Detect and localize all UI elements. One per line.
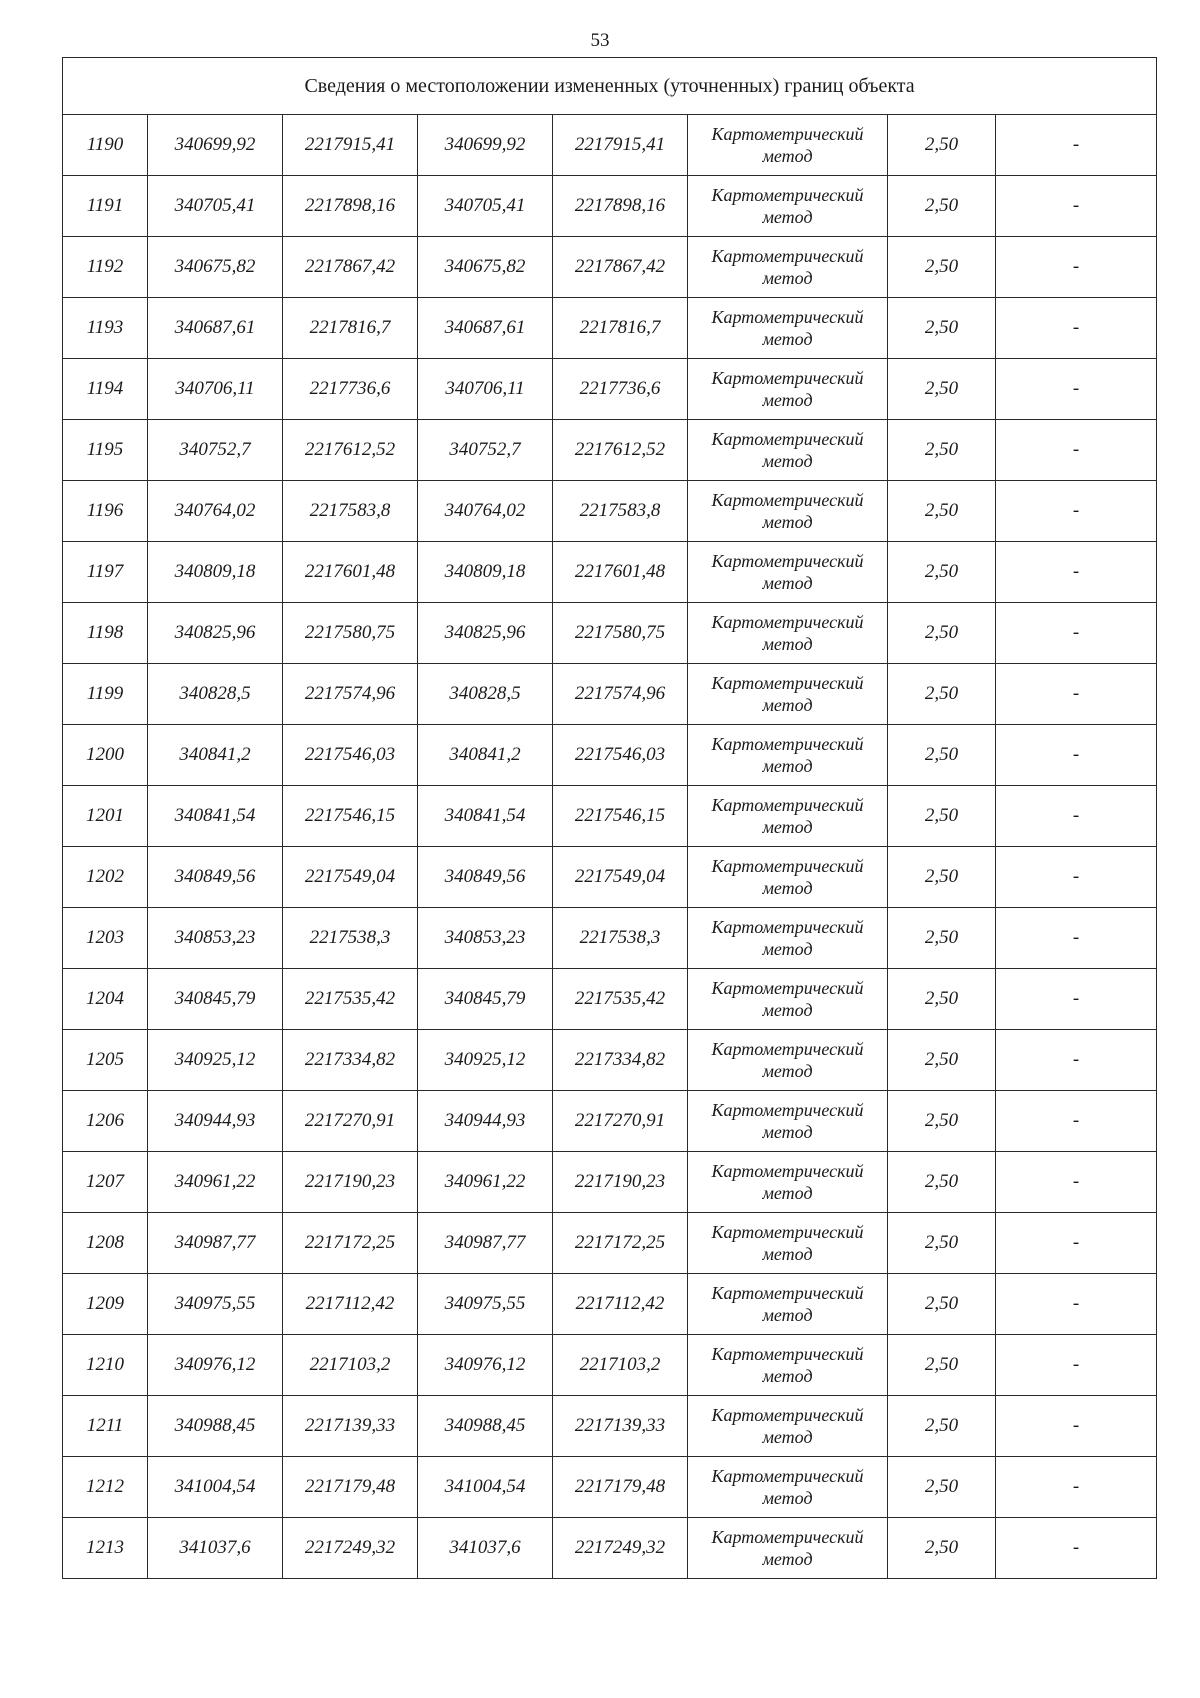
accuracy-cell: 2,50 xyxy=(888,1396,996,1457)
point-number-cell: 1199 xyxy=(63,664,148,725)
table-row xyxy=(63,908,1157,969)
accuracy-cell: 2,50 xyxy=(888,1335,996,1396)
x-refined-cell: 340845,79 xyxy=(418,969,553,1030)
description-cell: - xyxy=(996,1518,1157,1579)
y-refined-cell: 2217334,82 xyxy=(553,1030,688,1091)
y-existing-cell: 2217546,15 xyxy=(283,786,418,847)
x-refined-cell: 340841,2 xyxy=(418,725,553,786)
y-refined-cell: 2217538,3 xyxy=(553,908,688,969)
x-refined-cell: 340975,55 xyxy=(418,1274,553,1335)
description-cell: - xyxy=(996,1091,1157,1152)
point-number-cell: 1200 xyxy=(63,725,148,786)
x-refined-cell: 340849,56 xyxy=(418,847,553,908)
x-existing-cell: 340828,5 xyxy=(148,664,283,725)
accuracy-cell: 2,50 xyxy=(888,359,996,420)
description-cell: - xyxy=(996,1335,1157,1396)
point-number-cell: 1190 xyxy=(63,115,148,176)
method-cell: Картометрический метод xyxy=(688,786,888,847)
description-cell: - xyxy=(996,664,1157,725)
description-cell: - xyxy=(996,847,1157,908)
point-number-cell: 1193 xyxy=(63,298,148,359)
x-existing-cell: 340809,18 xyxy=(148,542,283,603)
y-refined-cell: 2217546,03 xyxy=(553,725,688,786)
method-cell: Картометрический метод xyxy=(688,847,888,908)
x-refined-cell: 340706,11 xyxy=(418,359,553,420)
table-row xyxy=(63,603,1157,664)
table-row xyxy=(63,847,1157,908)
y-existing-cell: 2217103,2 xyxy=(283,1335,418,1396)
accuracy-cell: 2,50 xyxy=(888,908,996,969)
description-cell: - xyxy=(996,298,1157,359)
x-existing-cell: 340706,11 xyxy=(148,359,283,420)
x-refined-cell: 340752,7 xyxy=(418,420,553,481)
x-refined-cell: 340841,54 xyxy=(418,786,553,847)
x-refined-cell: 340961,22 xyxy=(418,1152,553,1213)
page-number: 53 xyxy=(590,30,610,51)
method-cell: Картометрический метод xyxy=(688,1274,888,1335)
table-row xyxy=(63,481,1157,542)
description-cell: - xyxy=(996,908,1157,969)
y-existing-cell: 2217270,91 xyxy=(283,1091,418,1152)
point-number-cell: 1211 xyxy=(63,1396,148,1457)
y-refined-cell: 2217898,16 xyxy=(553,176,688,237)
y-existing-cell: 2217179,48 xyxy=(283,1457,418,1518)
accuracy-cell: 2,50 xyxy=(888,603,996,664)
y-refined-cell: 2217112,42 xyxy=(553,1274,688,1335)
method-cell: Картометрический метод xyxy=(688,1091,888,1152)
x-existing-cell: 340988,45 xyxy=(148,1396,283,1457)
y-refined-cell: 2217103,2 xyxy=(553,1335,688,1396)
x-refined-cell: 340987,77 xyxy=(418,1213,553,1274)
method-cell: Картометрический метод xyxy=(688,725,888,786)
point-number-cell: 1191 xyxy=(63,176,148,237)
x-existing-cell: 340699,92 xyxy=(148,115,283,176)
method-cell: Картометрический метод xyxy=(688,603,888,664)
point-number-cell: 1202 xyxy=(63,847,148,908)
point-number-cell: 1207 xyxy=(63,1152,148,1213)
method-cell: Картометрический метод xyxy=(688,1030,888,1091)
x-existing-cell: 340845,79 xyxy=(148,969,283,1030)
accuracy-cell: 2,50 xyxy=(888,786,996,847)
y-existing-cell: 2217546,03 xyxy=(283,725,418,786)
y-existing-cell: 2217612,52 xyxy=(283,420,418,481)
description-cell: - xyxy=(996,1274,1157,1335)
accuracy-cell: 2,50 xyxy=(888,420,996,481)
y-existing-cell: 2217898,16 xyxy=(283,176,418,237)
y-refined-cell: 2217190,23 xyxy=(553,1152,688,1213)
accuracy-cell: 2,50 xyxy=(888,237,996,298)
table-row xyxy=(63,176,1157,237)
table-row xyxy=(63,1030,1157,1091)
point-number-cell: 1201 xyxy=(63,786,148,847)
method-cell: Картометрический метод xyxy=(688,1457,888,1518)
y-existing-cell: 2217580,75 xyxy=(283,603,418,664)
table-row xyxy=(63,786,1157,847)
y-existing-cell: 2217249,32 xyxy=(283,1518,418,1579)
method-cell: Картометрический метод xyxy=(688,359,888,420)
y-existing-cell: 2217915,41 xyxy=(283,115,418,176)
x-existing-cell: 341004,54 xyxy=(148,1457,283,1518)
y-refined-cell: 2217546,15 xyxy=(553,786,688,847)
y-refined-cell: 2217270,91 xyxy=(553,1091,688,1152)
x-existing-cell: 340825,96 xyxy=(148,603,283,664)
y-existing-cell: 2217816,7 xyxy=(283,298,418,359)
y-refined-cell: 2217816,7 xyxy=(553,298,688,359)
x-existing-cell: 340849,56 xyxy=(148,847,283,908)
method-cell: Картометрический метод xyxy=(688,1396,888,1457)
y-existing-cell: 2217867,42 xyxy=(283,237,418,298)
description-cell: - xyxy=(996,969,1157,1030)
point-number-cell: 1213 xyxy=(63,1518,148,1579)
description-cell: - xyxy=(996,786,1157,847)
x-refined-cell: 340699,92 xyxy=(418,115,553,176)
point-number-cell: 1195 xyxy=(63,420,148,481)
x-existing-cell: 340752,7 xyxy=(148,420,283,481)
description-cell: - xyxy=(996,1152,1157,1213)
x-refined-cell: 340988,45 xyxy=(418,1396,553,1457)
accuracy-cell: 2,50 xyxy=(888,664,996,725)
y-refined-cell: 2217736,6 xyxy=(553,359,688,420)
x-existing-cell: 340925,12 xyxy=(148,1030,283,1091)
y-refined-cell: 2217249,32 xyxy=(553,1518,688,1579)
table-row xyxy=(63,1457,1157,1518)
y-existing-cell: 2217549,04 xyxy=(283,847,418,908)
description-cell: - xyxy=(996,603,1157,664)
x-existing-cell: 340975,55 xyxy=(148,1274,283,1335)
x-existing-cell: 340976,12 xyxy=(148,1335,283,1396)
description-cell: - xyxy=(996,1213,1157,1274)
table-title: Сведения о местоположении измененных (уточненных) границ объекта xyxy=(63,58,1157,115)
y-refined-cell: 2217172,25 xyxy=(553,1213,688,1274)
point-number-cell: 1208 xyxy=(63,1213,148,1274)
description-cell: - xyxy=(996,542,1157,603)
y-refined-cell: 2217549,04 xyxy=(553,847,688,908)
x-existing-cell: 340841,54 xyxy=(148,786,283,847)
description-cell: - xyxy=(996,1396,1157,1457)
accuracy-cell: 2,50 xyxy=(888,969,996,1030)
boundary-coordinates-table xyxy=(62,57,1157,1579)
x-refined-cell: 340976,12 xyxy=(418,1335,553,1396)
y-existing-cell: 2217112,42 xyxy=(283,1274,418,1335)
x-existing-cell: 341037,6 xyxy=(148,1518,283,1579)
y-refined-cell: 2217179,48 xyxy=(553,1457,688,1518)
method-cell: Картометрический метод xyxy=(688,542,888,603)
x-existing-cell: 340764,02 xyxy=(148,481,283,542)
method-cell: Картометрический метод xyxy=(688,237,888,298)
method-cell: Картометрический метод xyxy=(688,115,888,176)
point-number-cell: 1205 xyxy=(63,1030,148,1091)
y-existing-cell: 2217574,96 xyxy=(283,664,418,725)
accuracy-cell: 2,50 xyxy=(888,1457,996,1518)
x-refined-cell: 340853,23 xyxy=(418,908,553,969)
x-refined-cell: 341004,54 xyxy=(418,1457,553,1518)
table-row xyxy=(63,1091,1157,1152)
point-number-cell: 1196 xyxy=(63,481,148,542)
y-refined-cell: 2217867,42 xyxy=(553,237,688,298)
table-row xyxy=(63,237,1157,298)
accuracy-cell: 2,50 xyxy=(888,1152,996,1213)
description-cell: - xyxy=(996,176,1157,237)
method-cell: Картометрический метод xyxy=(688,969,888,1030)
accuracy-cell: 2,50 xyxy=(888,176,996,237)
point-number-cell: 1204 xyxy=(63,969,148,1030)
y-existing-cell: 2217535,42 xyxy=(283,969,418,1030)
accuracy-cell: 2,50 xyxy=(888,1274,996,1335)
x-refined-cell: 340705,41 xyxy=(418,176,553,237)
table-row xyxy=(63,1274,1157,1335)
accuracy-cell: 2,50 xyxy=(888,1518,996,1579)
y-refined-cell: 2217535,42 xyxy=(553,969,688,1030)
description-cell: - xyxy=(996,1030,1157,1091)
method-cell: Картометрический метод xyxy=(688,481,888,542)
x-refined-cell: 340675,82 xyxy=(418,237,553,298)
x-refined-cell: 340944,93 xyxy=(418,1091,553,1152)
description-cell: - xyxy=(996,725,1157,786)
accuracy-cell: 2,50 xyxy=(888,1030,996,1091)
x-refined-cell: 340687,61 xyxy=(418,298,553,359)
accuracy-cell: 2,50 xyxy=(888,542,996,603)
y-existing-cell: 2217538,3 xyxy=(283,908,418,969)
table-row xyxy=(63,359,1157,420)
point-number-cell: 1194 xyxy=(63,359,148,420)
accuracy-cell: 2,50 xyxy=(888,481,996,542)
table-row xyxy=(63,1396,1157,1457)
description-cell: - xyxy=(996,1457,1157,1518)
y-refined-cell: 2217574,96 xyxy=(553,664,688,725)
x-existing-cell: 340987,77 xyxy=(148,1213,283,1274)
y-refined-cell: 2217601,48 xyxy=(553,542,688,603)
point-number-cell: 1203 xyxy=(63,908,148,969)
x-refined-cell: 340825,96 xyxy=(418,603,553,664)
table-row xyxy=(63,1213,1157,1274)
x-existing-cell: 340841,2 xyxy=(148,725,283,786)
point-number-cell: 1212 xyxy=(63,1457,148,1518)
method-cell: Картометрический метод xyxy=(688,664,888,725)
point-number-cell: 1192 xyxy=(63,237,148,298)
x-existing-cell: 340705,41 xyxy=(148,176,283,237)
accuracy-cell: 2,50 xyxy=(888,1213,996,1274)
description-cell: - xyxy=(996,481,1157,542)
method-cell: Картометрический метод xyxy=(688,1518,888,1579)
table-row xyxy=(63,725,1157,786)
x-existing-cell: 340687,61 xyxy=(148,298,283,359)
accuracy-cell: 2,50 xyxy=(888,847,996,908)
x-existing-cell: 340675,82 xyxy=(148,237,283,298)
point-number-cell: 1206 xyxy=(63,1091,148,1152)
method-cell: Картометрический метод xyxy=(688,176,888,237)
accuracy-cell: 2,50 xyxy=(888,115,996,176)
x-refined-cell: 340925,12 xyxy=(418,1030,553,1091)
y-existing-cell: 2217601,48 xyxy=(283,542,418,603)
y-existing-cell: 2217190,23 xyxy=(283,1152,418,1213)
table-row xyxy=(63,298,1157,359)
x-refined-cell: 340764,02 xyxy=(418,481,553,542)
method-cell: Картометрический метод xyxy=(688,1152,888,1213)
x-existing-cell: 340944,93 xyxy=(148,1091,283,1152)
y-existing-cell: 2217736,6 xyxy=(283,359,418,420)
y-refined-cell: 2217583,8 xyxy=(553,481,688,542)
table-row xyxy=(63,1335,1157,1396)
method-cell: Картометрический метод xyxy=(688,298,888,359)
y-existing-cell: 2217334,82 xyxy=(283,1030,418,1091)
table-row xyxy=(63,664,1157,725)
y-refined-cell: 2217580,75 xyxy=(553,603,688,664)
x-refined-cell: 340809,18 xyxy=(418,542,553,603)
method-cell: Картометрический метод xyxy=(688,1335,888,1396)
y-existing-cell: 2217583,8 xyxy=(283,481,418,542)
accuracy-cell: 2,50 xyxy=(888,298,996,359)
table-row xyxy=(63,1518,1157,1579)
table-row xyxy=(63,420,1157,481)
x-refined-cell: 340828,5 xyxy=(418,664,553,725)
table-row xyxy=(63,1152,1157,1213)
table-row xyxy=(63,542,1157,603)
description-cell: - xyxy=(996,359,1157,420)
table-title-row xyxy=(63,58,1157,115)
description-cell: - xyxy=(996,237,1157,298)
x-existing-cell: 340961,22 xyxy=(148,1152,283,1213)
accuracy-cell: 2,50 xyxy=(888,725,996,786)
method-cell: Картометрический метод xyxy=(688,908,888,969)
method-cell: Картометрический метод xyxy=(688,1213,888,1274)
accuracy-cell: 2,50 xyxy=(888,1091,996,1152)
y-refined-cell: 2217915,41 xyxy=(553,115,688,176)
table-row xyxy=(63,969,1157,1030)
y-refined-cell: 2217139,33 xyxy=(553,1396,688,1457)
point-number-cell: 1209 xyxy=(63,1274,148,1335)
y-refined-cell: 2217612,52 xyxy=(553,420,688,481)
x-existing-cell: 340853,23 xyxy=(148,908,283,969)
description-cell: - xyxy=(996,115,1157,176)
point-number-cell: 1198 xyxy=(63,603,148,664)
y-existing-cell: 2217139,33 xyxy=(283,1396,418,1457)
table-body xyxy=(63,115,1157,1579)
point-number-cell: 1197 xyxy=(63,542,148,603)
method-cell: Картометрический метод xyxy=(688,420,888,481)
table-row xyxy=(63,115,1157,176)
point-number-cell: 1210 xyxy=(63,1335,148,1396)
x-refined-cell: 341037,6 xyxy=(418,1518,553,1579)
y-existing-cell: 2217172,25 xyxy=(283,1213,418,1274)
description-cell: - xyxy=(996,420,1157,481)
